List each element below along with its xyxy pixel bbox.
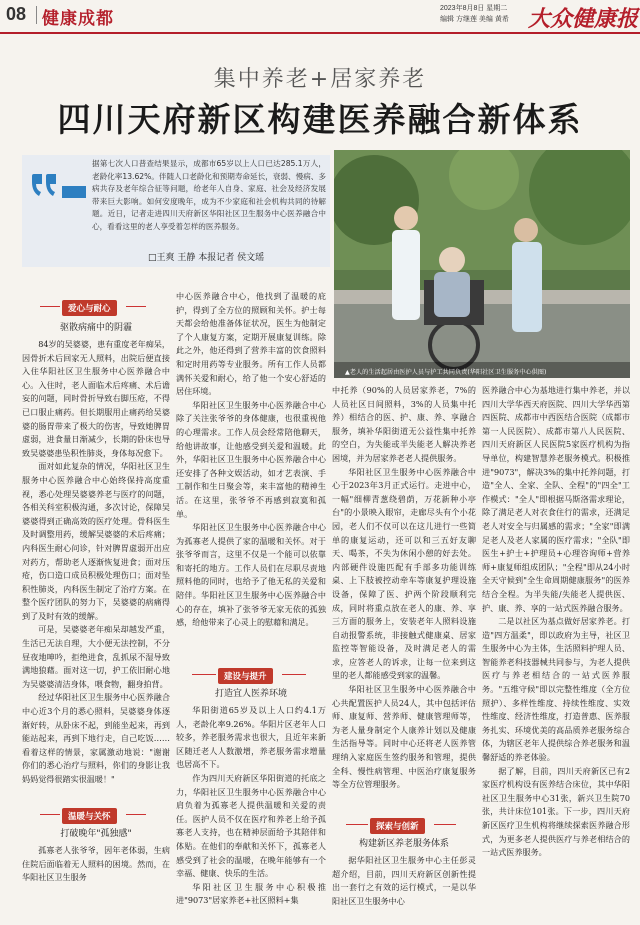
section-subtitle: 打造宜人医养环境	[214, 689, 287, 699]
paragraph: 面对如此复杂的情况，华阳社区卫生服务中心医养融合中心始终保持高度重视，悉心处理吴婆婆养老与医疗的问题，各相关科室积极沟通，多次讨论，保障吴婆婆得到正确高效的医疗处理。骨科医生及时调整用药，缓解吴婆婆的术后疼痛；内科医生耐心问诊，针对脾胃虚弱开出应对药方，帮助老人逐渐恢复进食；面对压疮，伤口造口成员积极处理伤口；面对坠积性肺炎，内科医生制定了治疗方案。在整个医疗团队的努力下，吴婆婆的病痛得到了及时有效的缓解。	[22, 461, 170, 621]
badge-rule-left	[346, 824, 368, 825]
paragraph: 华阳街道65岁及以上人口约4.1万人，老龄化率9.26%。华阳片区老年人口较多，养老服务需求也很大，且近年来新区随迁老人人数激增，养老服务需求增量也居高不下。	[176, 705, 326, 770]
paragraph: 华阳社区卫生服务中心医养融合中心于2023年3月正式运行。走进中心，一幅"细柳青葱绕碧荫，万花新种小亭台"的小景映入眼帘，走廊尽头有个小花园，老人们不仅可以在这儿进行一些简单的康复运动，还可以和三五好友聊天、喝茶，不失为休闲小憩的好去处。内部硬件设施匹配有手部多功能训练桌、上下肢被控动牵车等康复护理设施设备，保障了医、护两个阶段顺利完成，同时将重点放在老人的康、养、享三方面的服务上，安装老年人照料设施自动报警系统，非接触式健康桌、居家监控等智能设备，及时满足老人的需求，应答老人的诉求，让每一位来到这里的老人都能感受到家的温馨。	[332, 466, 476, 681]
paragraph: 可是，吴婆婆老年痴呆却越发严重，生活已无法自理，大小便无法控制，不分昼夜地呻吟，拒绝进食，乱抓尿不湿导致满地狼藉。面对这一切，护工依旧耐心地为吴婆婆清洁身体，喂食物，翻身拍背。	[22, 624, 170, 689]
paragraph: 84岁的吴婆婆，患有重度老年痴呆，因骨折术后回家无人照料，出院后便直接入住华阳社区卫生服务中心医养融合中心。入住时，老人面临术后疼痛、术后谵妄的问题，同时骨折导致右脚压疮，不得已口服止痛药。但长期服用止痛药给吴婆婆的肠胃带来了极大的伤害，导致她脾胃虚弱，进食量日渐减少，长期的卧床也导致吴婆婆患坠积性肺炎，身体每况愈下。	[22, 339, 170, 458]
body-column-4	[482, 384, 630, 920]
body-column-2	[176, 290, 326, 660]
badge-rule-right	[126, 814, 146, 815]
paragraph: 医养融合中心为基地进行集中养老，并以四川大学华西天府医院、四川大学华西第四医院、成都市中西医结合医院（成都市第一人民医院）、成都市第八人民医院、四川天府新区人民医院5家医疗机构为指导单位，构建智慧养老服务模式。积极推进"9073"，解决3%的集中托养问题，打造"全人、全家、全队、全程"的"四全"工作模式："全人"即根据马斯洛需求理论，除了满足老人对衣食住行的需求，还满足老人对安全与归属感的需求；"全家"即满足老人及老人家属的医疗需求；"全队"即医生+护士+护理员+心理咨询师+营养师+康复师组成团队；"全程"即从24小时全天守候到"全生命周期健康服务"的医养结合全程。为半失能/失能老人提供医、护、康、养、享的一站式医养融合服务。	[482, 385, 630, 613]
editor-credits: 编辑 方继莲 美编 黄希	[440, 16, 509, 23]
badge-rule-left	[40, 814, 60, 815]
section-subtitle: 打破晚年"孤独感"	[60, 829, 132, 839]
section-badge: 建设与提升	[218, 668, 273, 684]
badge-rule-right	[126, 306, 146, 307]
body-column-2b	[176, 704, 326, 920]
paragraph: 二是以社区为基点做好居家养老。打造"四方温柔"，即以政府为主导，社区卫生服务中心为主体，生活照料护理人员、智能养老科技器械共同参与，为老人提供医疗与养老相结合的一站式医养服务。"五维守候"即以完整性维度（全方位照护）、多样性维度、持续性维度、实效性维度、经济性维度，打造普惠、医养服务扎实、环境优美的高品质养老服务综合体，为辖区老年人提供综合养老服务和温馨舒适的养老体验。	[482, 616, 630, 763]
paragraph: 华阳社区卫生服务中心积极推进"9073"居家养老+社区照料+集	[176, 881, 326, 906]
badge-rule-right	[282, 674, 306, 675]
paragraph: 经过华阳社区卫生服务中心医养融合中心近3个月的悉心照料，吴婆婆身体逐渐好转，从卧床不起，到能坐起来，再到能站起来，再到下地行走，自己吃饭……看着这样的情景，家属激动地说："谢谢你们的悉心治疗与照料，你们的身影让我妈妈觉得很踏实很温暖！"	[22, 692, 170, 784]
paragraph: 据华阳社区卫生服务中心主任彭灵超介绍，目前，四川天府新区创新性提出一套行之有效的运行模式，一是以华阳社区卫生服务中心	[332, 855, 476, 906]
section-badge: 爱心与耐心	[62, 300, 117, 316]
badge-rule-right	[434, 824, 456, 825]
paragraph: 华阳社区卫生服务中心医养融合中心为孤寡老人提供了家的温暖和关怀。对于张爷爷而言，这里不仅是一个能可以依靠和寄托的地方。工作人员们在尽职尽责地照料他的同时，也给予了他无私的关爱和陪伴。华阳社区卫生服务中心医养融合中心的存在，填补了张爷爷无家无依的孤独感，给他带来了心灵上的慰藉和满足。	[176, 522, 326, 628]
masthead-rule	[0, 32, 640, 34]
paragraph: 华阳社区卫生服务中心医养融合中心共配置医护人员24人，其中包括评估师、康复师、营养师、健康管理师等，为老人量身制定个人康养计划以及健康生活指导等。同时中心还将老人医养管理纳入家庭医生签约服务和管理，提供全科、慢性病管理、中医治疗康复服务等全方位管理服务。	[332, 684, 476, 790]
article-headline: 四川天府新区构建医养融合新体系	[57, 100, 583, 139]
body-column-1	[22, 338, 170, 800]
badge-rule-left	[40, 306, 60, 307]
issue-date: 2023年8月8日 星期二	[440, 5, 508, 12]
byline: □王爽 王静 本报记者 侯文瑶	[148, 253, 265, 263]
paragraph: 据了解，目前，四川天府新区已有2家医疗机构设有医养结合床位，其中华阳社区卫生服务中心31张，新兴卫生院70张，共计床位101张。下一步，四川天府新区医疗卫生机构将继续探索医养融合形式，为更多老人提供医疗与养老相结合的一站式医养服务。	[482, 765, 630, 858]
quote-icon	[30, 172, 88, 200]
newspaper-logo: 大众健康报	[528, 6, 639, 32]
photo-caption: ▲老人的生活起居由医护人员与护工共同负责(华阳社区卫生服务中心供图)	[345, 369, 547, 376]
body-column-3b	[332, 854, 476, 920]
paragraph: 中托养（90%的人员居家养老，7%的人员社区日间照料，3%的人员集中托养）相结合的医、护、康、养、享融合服务，填补华阳街道无公益性集中托养的空白，为失能或半失能老人解决养老困境，并为居家养老老人提供服务。	[332, 385, 476, 463]
article-photo	[334, 150, 630, 378]
section-subtitle: 构建新区养老服务体系	[358, 839, 449, 849]
masthead-divider	[36, 6, 37, 24]
page-number: 08	[6, 4, 27, 24]
section-badge: 探索与创新	[370, 818, 425, 834]
section-subtitle: 驱散病痛中的阴霾	[59, 323, 132, 333]
section-badge: 温暖与关怀	[62, 808, 117, 824]
paragraph: 孤寡老人张爷爷，因年老体弱，生病住院后面临着无人照料的困境。然而，在华阳社区卫生服务	[22, 845, 170, 883]
body-column-1b	[22, 844, 170, 920]
badge-rule-left	[192, 674, 216, 675]
paragraph: 作为四川天府新区华阳街道的托底之力，华阳社区卫生服务中心医养融合中心肩负着为孤寡老人提供温暖和关爱的责任。医护人员不仅在医疗和养老上给予孤寡老人支持，也在精神层面给予其陪伴和体贴。在他们的奉献和关怀下，孤寡老人感受到了社会的温暖，在晚年能够有一个幸福、健康、快乐的生活。	[176, 772, 326, 879]
lead-paragraph: 据第七次人口普查结果显示，成都市65岁以上人口已达285.1万人，老龄化率13.62%。伴随人口老龄化和预期寿命延长，衰弱、慢病、多病共存及老年综合征等问题，给老年人自身、家庭、社会及经济发展带来巨大影响。如何安度晚年，成为不少家庭和社会机构共同的待解题。近日，记者走进四川天府新区华阳社区卫生服务中心医养融合中心，看看这里的老人享受着怎样的医养服务。	[92, 159, 326, 231]
article-kicker: 集中养老+居家养老	[213, 67, 427, 92]
paragraph: 中心医养融合中心，他找到了温暖的庇护，得到了全方位的照顾和关怀。护士每天都会给他准备体征状况，医生为他制定了个人康复方案，定期开展康复训练。除此之外，他还得到了营养丰富的饮食照料和定时用药等专业服务。所有工作人员都满怀关爱和耐心，给了他一个安心舒适的居住环境。	[176, 291, 326, 397]
section-title: 健康成都	[42, 9, 114, 28]
body-column-3	[332, 384, 476, 810]
paragraph: 华阳社区卫生服务中心医养融合中心除了关注张爷爷的身体健康，也很重视他的心理需求。工作人员会经常陪他聊天，给他讲故事，让他感受到关爱和温暖。此外，华阳社区卫生服务中心医养融合中心还安排了各种文娱活动，如才艺表演、手工制作和生日聚会等，来丰富他的精神生活。在这里，张爷爷不再感到寂寞和孤单。	[176, 399, 326, 519]
